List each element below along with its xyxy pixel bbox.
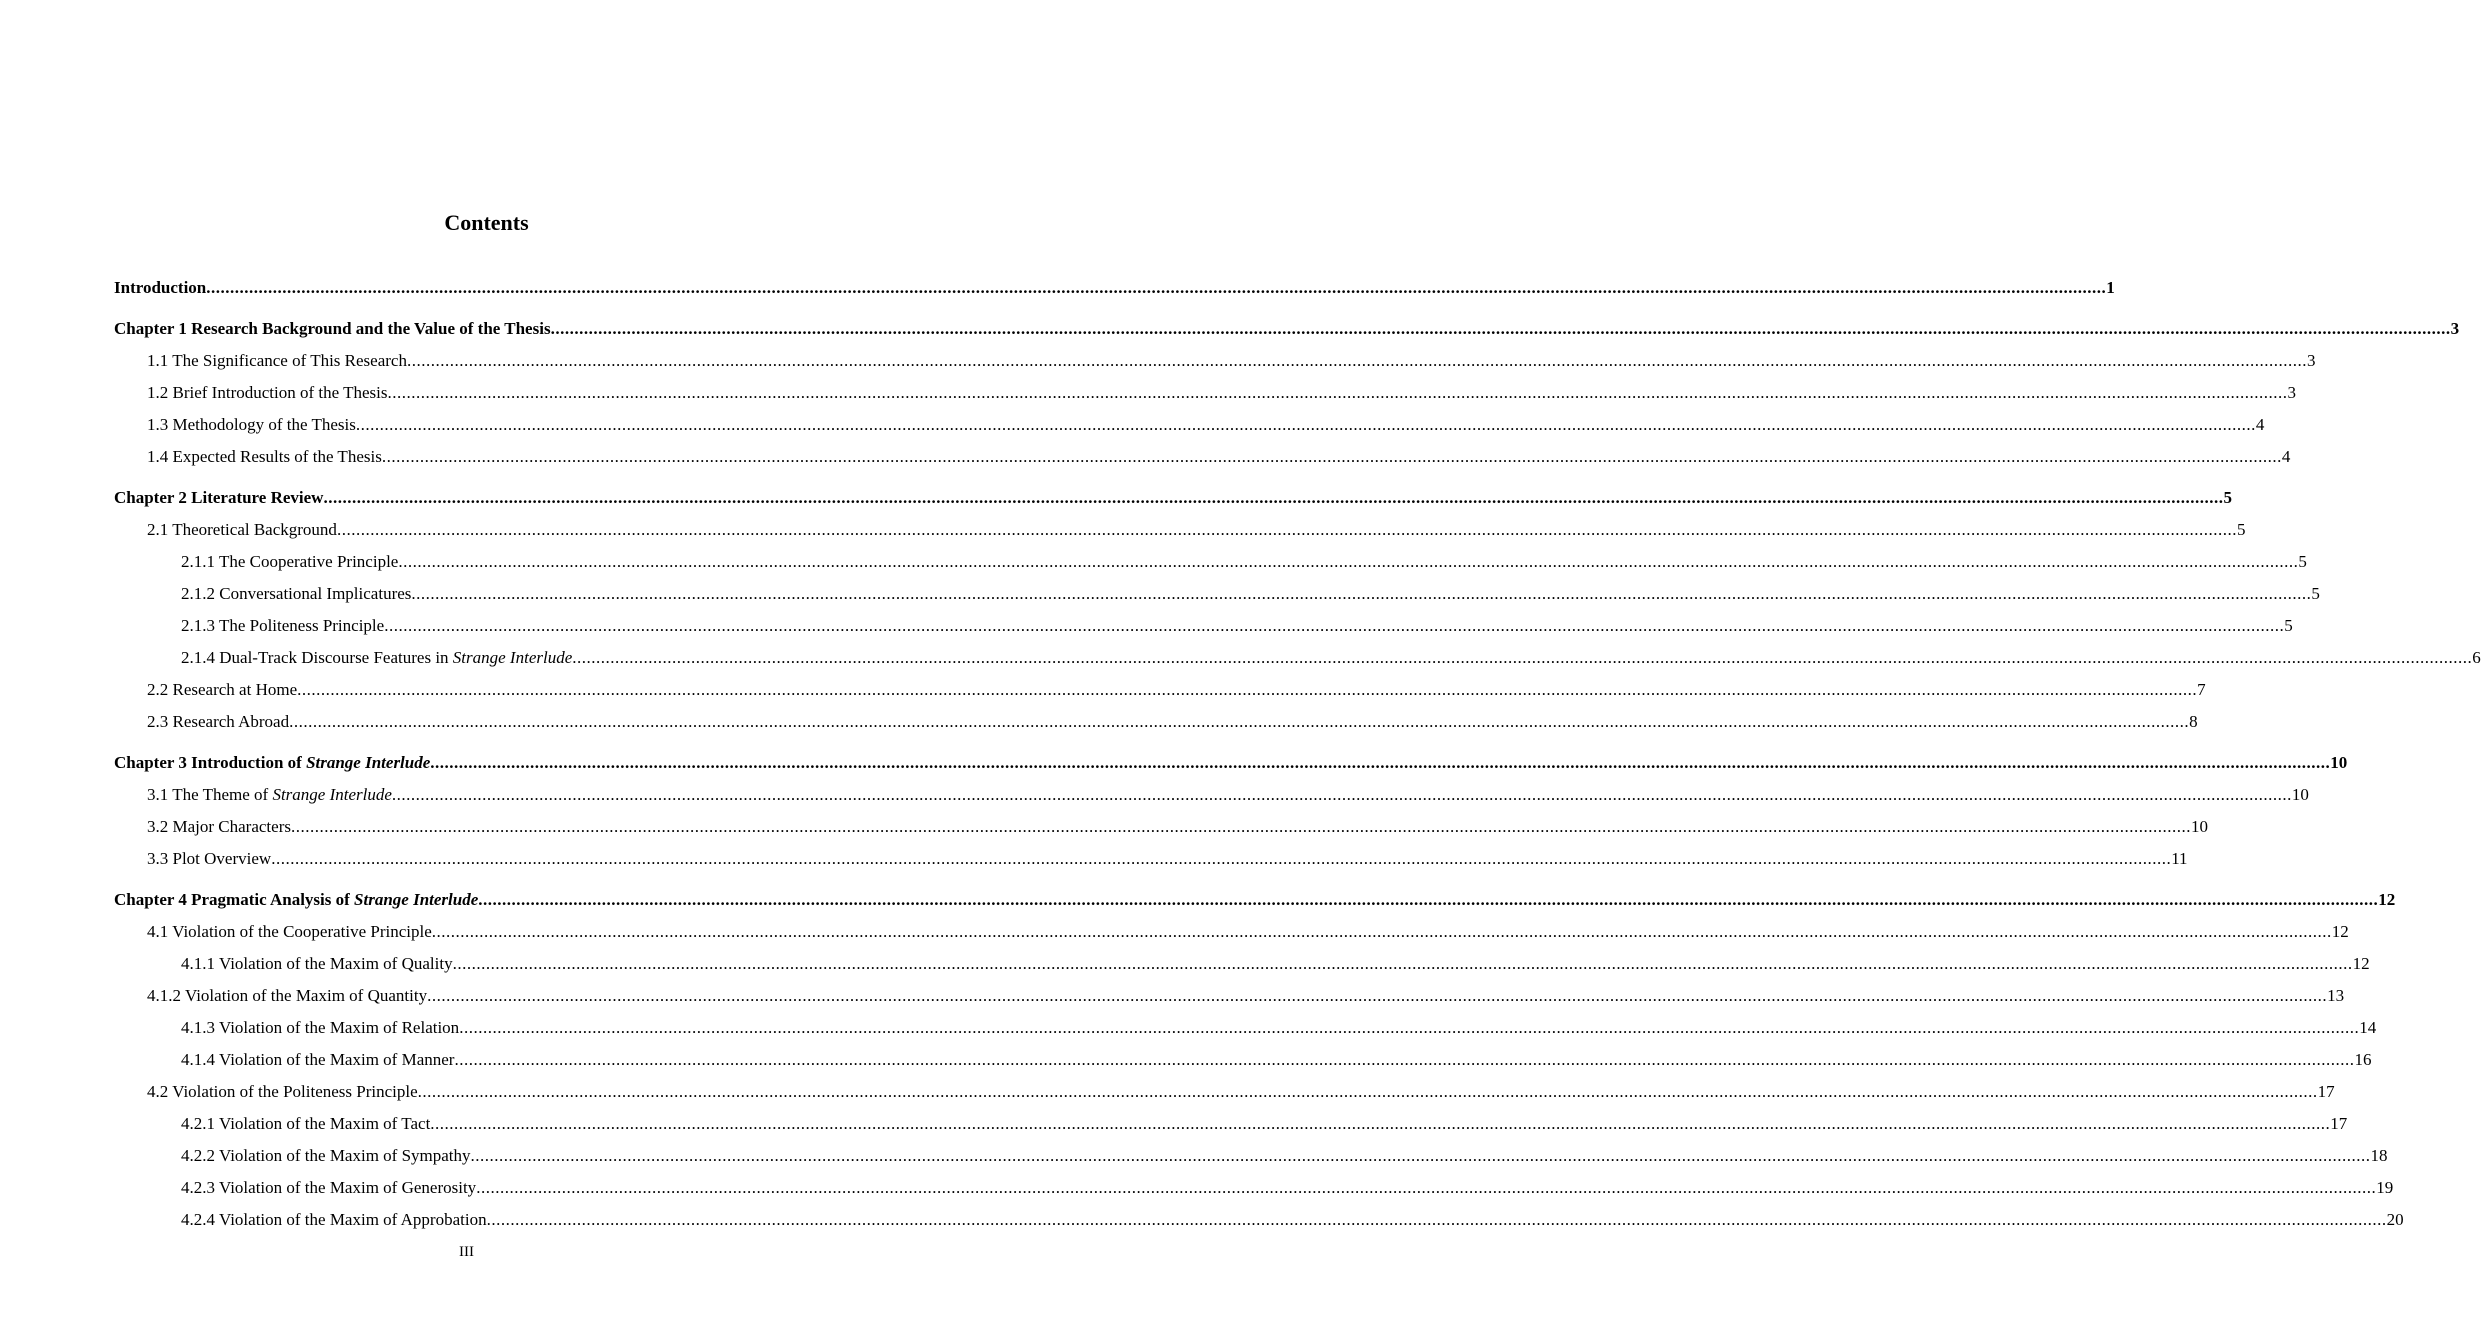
toc-dot-leader: ................................................................................................................................................................................................................................................................................................................................................................................................................ [411, 584, 2312, 603]
toc-entry-page: 5 [2284, 616, 2293, 635]
toc-entry-page: 3 [2306, 351, 2316, 370]
toc-entry[interactable] [114, 1012, 2377, 1044]
toc-dot-leader: ................................................................................................................................................................................................................................................................................................................................................................................................................ [427, 986, 2328, 1005]
toc-entry-page: 12 [2331, 922, 2349, 941]
toc-entry-title [114, 884, 478, 916]
toc-dot-leader: ................................................................................................................................................................................................................................................................................................................................................................................................................ [452, 954, 2353, 973]
toc-entry-page: 4 [2255, 415, 2265, 434]
toc-entry-title [147, 843, 271, 875]
toc-entry-page: 19 [2376, 1178, 2394, 1197]
toc-entry-title-text: 1.1 The Significance of This Research [147, 351, 407, 370]
toc-entry-title-text: 3.3 Plot Overview [147, 849, 272, 868]
toc-entry-title [114, 482, 323, 514]
toc-entry-page: 20 [2386, 1210, 2404, 1229]
toc-entry-page: 5 [2223, 488, 2232, 507]
page-number: III [459, 1244, 474, 1260]
toc-dot-leader: ................................................................................................................................................................................................................................................................................................................................................................................................................ [470, 1146, 2371, 1165]
toc-dot-leader: ................................................................................................................................................................................................................................................................................................................................................................................................................ [391, 785, 2292, 804]
toc-entry-title [147, 779, 392, 811]
toc-dot-leader: ................................................................................................................................................................................................................................................................................................................................................................................................................ [297, 680, 2198, 699]
toc-entry-title-text: Introduction [114, 278, 207, 297]
toc-entry-page: 5 [2236, 520, 2246, 539]
toc-entry-title-text: 2.1.4 Dual-Track Discourse Features in [181, 648, 453, 667]
toc-entry-title-text: 4.2.4 Violation of the Maxim of Approbation [181, 1210, 487, 1229]
toc-entry-page: 10 [2190, 817, 2208, 836]
toc-entry[interactable] [114, 578, 2320, 610]
toc-dot-leader: ................................................................................................................................................................................................................................................................................................................................................................................................................ [381, 447, 2282, 466]
toc-dot-leader: ................................................................................................................................................................................................................................................................................................................................................................................................................ [387, 383, 2288, 402]
toc-entry-title [147, 514, 337, 546]
toc-entry-title-italic: Strange Interlude [272, 785, 392, 804]
toc-entry-title-text: Chapter 3 Introduction of [114, 753, 307, 772]
toc-entry[interactable] [114, 409, 2265, 441]
toc-entry-title-text: 4.1.2 Violation of the Maxim of Quantity [147, 986, 428, 1005]
toc-entry-page: 7 [2197, 680, 2206, 699]
toc-entry[interactable] [114, 674, 2206, 706]
toc-entry[interactable] [114, 843, 2188, 875]
toc-entry-title [181, 1044, 454, 1076]
toc-entry[interactable] [114, 313, 2460, 345]
toc-entry-page: 12 [2352, 954, 2370, 973]
toc-entry-title-text: 2.1.1 The Cooperative Principle [181, 552, 399, 571]
toc-dot-leader: ................................................................................................................................................................................................................................................................................................................................................................................................................ [572, 648, 2473, 667]
toc-entry[interactable] [114, 1140, 2388, 1172]
toc-entry-title [181, 1172, 476, 1204]
toc-entry-page: 12 [2378, 890, 2396, 909]
toc-entry-title [181, 1204, 487, 1236]
toc-dot-leader: ................................................................................................................................................................................................................................................................................................................................................................................................................ [478, 890, 2379, 909]
toc-entry-page: 8 [2189, 712, 2198, 731]
toc-dot-leader: ................................................................................................................................................................................................................................................................................................................................................................................................................ [476, 1178, 2377, 1197]
toc-entry-title-text: 1.2 Brief Introduction of the Thesis [147, 383, 388, 402]
toc-entry-title [147, 345, 407, 377]
toc-entry[interactable] [114, 706, 2198, 738]
toc-entry-title [147, 706, 289, 738]
toc-entry-page: 6 [2472, 648, 2481, 667]
toc-entry-title-text: 4.2.2 Violation of the Maxim of Sympathy [181, 1146, 471, 1165]
toc-dot-leader: ................................................................................................................................................................................................................................................................................................................................................................................................................ [323, 488, 2224, 507]
toc-entry-title-text: 2.1 Theoretical Background [147, 520, 337, 539]
toc-entry-title [147, 377, 387, 409]
toc-entry-page: 16 [2354, 1050, 2372, 1069]
toc-entry-title [181, 578, 411, 610]
toc-entry[interactable] [114, 1204, 2404, 1236]
toc-entry-title [114, 272, 206, 304]
toc-entry-title-text: 3.1 The Theme of [147, 785, 273, 804]
toc-entry-page: 14 [2359, 1018, 2377, 1037]
toc-dot-leader: ................................................................................................................................................................................................................................................................................................................................................................................................................ [417, 1082, 2318, 1101]
toc-entry[interactable] [114, 610, 2293, 642]
toc-entry-title [181, 948, 453, 980]
toc-entry-page: 11 [2171, 849, 2188, 868]
toc-entry-title [147, 1076, 418, 1108]
toc-dot-leader: ................................................................................................................................................................................................................................................................................................................................................................................................................ [355, 415, 2256, 434]
toc-dot-leader: ................................................................................................................................................................................................................................................................................................................................................................................................................ [336, 520, 2237, 539]
toc-entry-title-text: 1.3 Methodology of the Thesis [147, 415, 356, 434]
toc-dot-leader: ................................................................................................................................................................................................................................................................................................................................................................................................................ [430, 753, 2331, 772]
toc-entry[interactable] [114, 779, 2309, 811]
toc-entry[interactable] [114, 546, 2307, 578]
toc-dot-leader: ................................................................................................................................................................................................................................................................................................................................................................................................................ [431, 922, 2332, 941]
toc-entry-page: 1 [2106, 278, 2115, 297]
toc-entry-title [181, 546, 398, 578]
toc-entry-title-text: Chapter 2 Literature Review [114, 488, 324, 507]
toc-entry-title [114, 313, 551, 345]
toc-entry-title [147, 916, 432, 948]
toc-entry-title-text: 2.2 Research at Home [147, 680, 298, 699]
toc-entry-title [181, 1140, 471, 1172]
toc-entry-title-text: Chapter 4 Pragmatic Analysis of [114, 890, 355, 909]
toc-dot-leader: ................................................................................................................................................................................................................................................................................................................................................................................................................ [398, 552, 2299, 571]
toc-dot-leader: ................................................................................................................................................................................................................................................................................................................................................................................................................ [384, 616, 2285, 635]
toc-entry[interactable] [114, 1076, 2335, 1108]
toc-entry-title-text: 4.1.4 Violation of the Maxim of Manner [181, 1050, 455, 1069]
toc-entry[interactable] [114, 272, 2115, 304]
toc-dot-leader: ................................................................................................................................................................................................................................................................................................................................................................................................................ [454, 1050, 2355, 1069]
toc-dot-leader: ................................................................................................................................................................................................................................................................................................................................................................................................................ [550, 319, 2451, 338]
toc-entry[interactable] [114, 514, 2246, 546]
toc-entry-page: 17 [2330, 1114, 2348, 1133]
toc-dot-leader: ................................................................................................................................................................................................................................................................................................................................................................................................................ [430, 1114, 2331, 1133]
toc-entry[interactable] [114, 980, 2345, 1012]
toc-entry-title [147, 441, 382, 473]
toc-entry[interactable] [114, 747, 2348, 779]
toc-entry[interactable] [114, 916, 2349, 948]
toc-entry-title [147, 409, 356, 441]
toc-dot-leader: ................................................................................................................................................................................................................................................................................................................................................................................................................ [459, 1018, 2360, 1037]
toc-entry-page: 10 [2291, 785, 2309, 804]
toc-entry[interactable] [114, 441, 2291, 473]
toc-entry[interactable] [114, 1044, 2372, 1076]
toc-entry-page: 17 [2317, 1082, 2335, 1101]
toc-entry[interactable] [114, 1108, 2348, 1140]
toc-entry-title-italic: Strange Interlude [354, 890, 479, 909]
toc-entry[interactable] [114, 345, 2316, 377]
toc-entry[interactable] [114, 884, 2396, 916]
toc-dot-leader: ................................................................................................................................................................................................................................................................................................................................................................................................................ [206, 278, 2107, 297]
toc-entry-page: 5 [2298, 552, 2307, 571]
toc-entry-title-text: 4.2.1 Violation of the Maxim of Tact [181, 1114, 431, 1133]
toc-entry[interactable] [114, 948, 2370, 980]
toc-dot-leader: ................................................................................................................................................................................................................................................................................................................................................................................................................ [486, 1210, 2387, 1229]
toc-entry-title-text: 4.2 Violation of the Politeness Principle [147, 1082, 418, 1101]
toc-entry-title [147, 811, 291, 843]
toc-entry-title [181, 1012, 459, 1044]
toc-entry-page: 3 [2450, 319, 2460, 338]
toc-dot-leader: ................................................................................................................................................................................................................................................................................................................................................................................................................ [289, 712, 2190, 731]
toc-entry-title-text: Chapter 1 Research Background and the Value of the Thesis [114, 319, 551, 338]
toc-entry-page: 13 [2327, 986, 2345, 1005]
toc-entry-title [181, 610, 384, 642]
toc-entry-title-text: 2.3 Research Abroad [147, 712, 290, 731]
table-of-contents [114, 272, 2481, 1236]
toc-entry[interactable] [114, 482, 2232, 514]
toc-entry-page: 5 [2311, 584, 2320, 603]
toc-entry-title-text: 2.1.2 Conversational Implicatures [181, 584, 412, 603]
toc-entry-title [114, 747, 430, 779]
toc-entry-title-text: 4.1.1 Violation of the Maxim of Quality [181, 954, 453, 973]
toc-entry-title-text: 4.1.3 Violation of the Maxim of Relation [181, 1018, 460, 1037]
toc-entry-title-italic: Strange Interlude [452, 648, 573, 667]
toc-entry-page: 3 [2287, 383, 2296, 402]
toc-entry-title [147, 674, 297, 706]
toc-entry[interactable] [114, 1172, 2394, 1204]
toc-entry-page: 4 [2281, 447, 2291, 466]
toc-entry[interactable] [114, 377, 2296, 409]
toc-dot-leader: ................................................................................................................................................................................................................................................................................................................................................................................................................ [290, 817, 2191, 836]
toc-entry-title [147, 980, 427, 1012]
toc-entry-title [181, 1108, 430, 1140]
toc-entry-title-italic: Strange Interlude [306, 753, 431, 772]
toc-entry-title-text: 3.2 Major Characters [147, 817, 291, 836]
toc-entry[interactable] [114, 642, 2481, 674]
toc-entry-title-text: 1.4 Expected Results of the Thesis [147, 447, 382, 466]
toc-entry-title-text: 2.1.3 The Politeness Principle [181, 616, 385, 635]
page-title: Contents [444, 210, 529, 235]
toc-entry-title [181, 642, 572, 674]
toc-entry-title-text: 4.1 Violation of the Cooperative Principle [147, 922, 432, 941]
toc-entry[interactable] [114, 811, 2208, 843]
toc-dot-leader: ................................................................................................................................................................................................................................................................................................................................................................................................................ [271, 849, 2172, 868]
toc-entry-page: 18 [2370, 1146, 2388, 1165]
toc-entry-title-text: 4.2.3 Violation of the Maxim of Generosity [181, 1178, 477, 1197]
toc-entry-page: 10 [2330, 753, 2348, 772]
toc-dot-leader: ................................................................................................................................................................................................................................................................................................................................................................................................................ [406, 351, 2307, 370]
